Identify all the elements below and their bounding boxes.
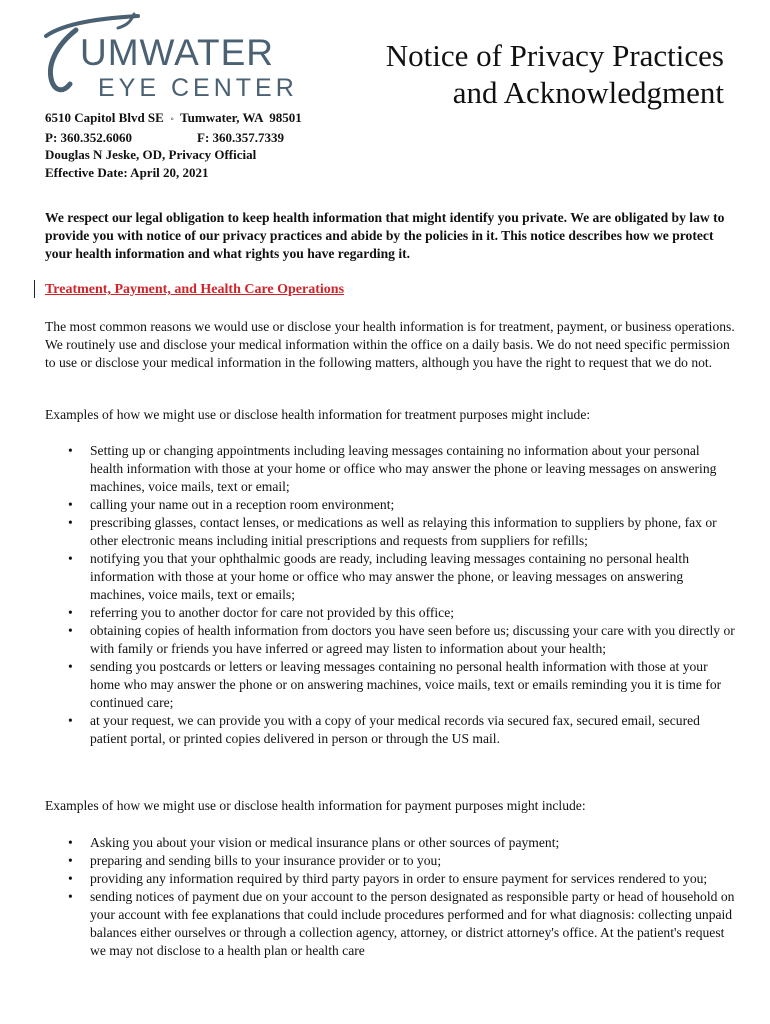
list-item-text: obtaining copies of health information from doctors you have seen before us; discussing your care with you directly or with family or friends you have inferred or agreed may listen to information about your health; [90, 623, 735, 656]
bullet-icon: • [68, 889, 73, 904]
payment-list [45, 834, 735, 960]
list-item [45, 622, 735, 658]
list-item-text: sending notices of payment due on your account to the person designated as responsible party or head of household on your account with fee explanations that could include procedures performed and for what diagnosis: collecting unpaid balances either ourselves or through a collection agency, attorney, or district attorney's office. At the patient's request we may not disclose to a health plan or health care [90, 889, 735, 958]
operations-paragraph: The most common reasons we would use or disclose your health information is for treatment, payment, or business operations. We routinely use and disclose your medical information within the office on a daily basis. We do not need specific permission to use or disclose your medical information in the following matters, although you have the right to request that we do not. [45, 319, 735, 370]
payment-intro: Examples of how we might use or disclose health information for payment purposes might include: [45, 798, 586, 813]
bullet-icon: • [68, 659, 73, 674]
phone: P: 360.352.6060 [45, 129, 133, 145]
address-separator: ◦ [170, 114, 174, 125]
document-title [386, 37, 724, 111]
list-item-text: providing any information required by third party payors in order to ensure payment for services rendered to you; [90, 871, 708, 886]
list-item-text: sending you postcards or letters or leaving messages containing no personal health information with those at your home who may answer the phone or on answering machines, voice mails, text or emails reminding you it is time for continued care; [90, 659, 722, 710]
fax: F: 360.357.7339 [197, 129, 285, 145]
logo-line2: EYE CENTER [98, 74, 296, 102]
bullet-icon: • [68, 713, 73, 728]
text-cursor [34, 280, 35, 298]
title-line-2: and Acknowledgment [452, 75, 724, 110]
title-line-1: Notice of Privacy Practices [385, 38, 724, 73]
phone-row [45, 129, 302, 147]
list-item [45, 550, 735, 604]
list-item [45, 888, 735, 960]
address-row [45, 109, 302, 129]
list-item [45, 496, 735, 514]
effective-date: Effective Date: April 20, 2021 [45, 164, 209, 180]
logo-line1: UMWATER [80, 32, 275, 73]
list-item [45, 870, 735, 888]
logo-graphic [36, 12, 296, 104]
treatment-list [45, 442, 735, 748]
list-item [45, 442, 735, 496]
bullet-icon: • [68, 497, 73, 512]
list-item [45, 604, 735, 622]
privacy-official: Douglas N Jeske, OD, Privacy Official [45, 147, 257, 162]
list-item-text: prescribing glasses, contact lenses, or medications as well as relaying this information to suppliers by phone, fax or other electronic means including initial prescriptions and requests from suppliers for refills; [90, 515, 717, 548]
contact-block [45, 109, 302, 181]
list-item [45, 712, 735, 748]
city: Tumwater, WA 98501 [180, 110, 302, 125]
bullet-icon: • [68, 605, 73, 620]
address: 6510 Capitol Blvd SE [45, 110, 164, 125]
list-item-text: Asking you about your vision or medical insurance plans or other sources of payment; [90, 835, 560, 850]
bullet-icon: • [68, 515, 73, 530]
treatment-intro: Examples of how we might use or disclose health information for treatment purposes might include: [45, 407, 591, 422]
logo-t-stem [50, 30, 76, 90]
section-heading: Treatment, Payment, and Health Care Operations [45, 282, 345, 297]
bullet-icon: • [68, 835, 73, 850]
bullet-icon: • [68, 443, 73, 458]
bullet-icon: • [68, 853, 73, 868]
list-item [45, 658, 735, 712]
bullet-icon: • [68, 551, 73, 566]
list-item-text: Setting up or changing appointments including leaving messages containing no information about your personal health information with those at your home or office who may answer the phone or leaving messages on answering machines, voice mails, text or email; [90, 443, 717, 494]
list-item-text: at your request, we can provide you with a copy of your medical records via secured fax, secured email, secured patient portal, or printed copies delivered in person or through the US mail. [90, 713, 700, 746]
list-item-text: notifying you that your ophthalmic goods are ready, including leaving messages containing no personal health information with those at your home or office who may answer the phone, or leaving messages on answering machines, voice mails, text or emails; [90, 551, 689, 602]
bullet-icon: • [68, 623, 73, 638]
list-item-text: referring you to another doctor for care not provided by this office; [90, 605, 455, 620]
bullet-icon: • [68, 871, 73, 886]
intro-paragraph: We respect our legal obligation to keep health information that might identify you private. We are obligated by law to provide you with notice of our privacy practices and abide by the policies in it. This notice describes how we protect your health information and what rights you have regarding it. [45, 210, 725, 261]
tumwater-eye-center-logo [36, 12, 296, 104]
list-item [45, 852, 735, 870]
list-item [45, 514, 735, 550]
list-item-text: calling your name out in a reception room environment; [90, 497, 395, 512]
list-item [45, 834, 735, 852]
list-item-text: preparing and sending bills to your insurance provider or to you; [90, 853, 442, 868]
